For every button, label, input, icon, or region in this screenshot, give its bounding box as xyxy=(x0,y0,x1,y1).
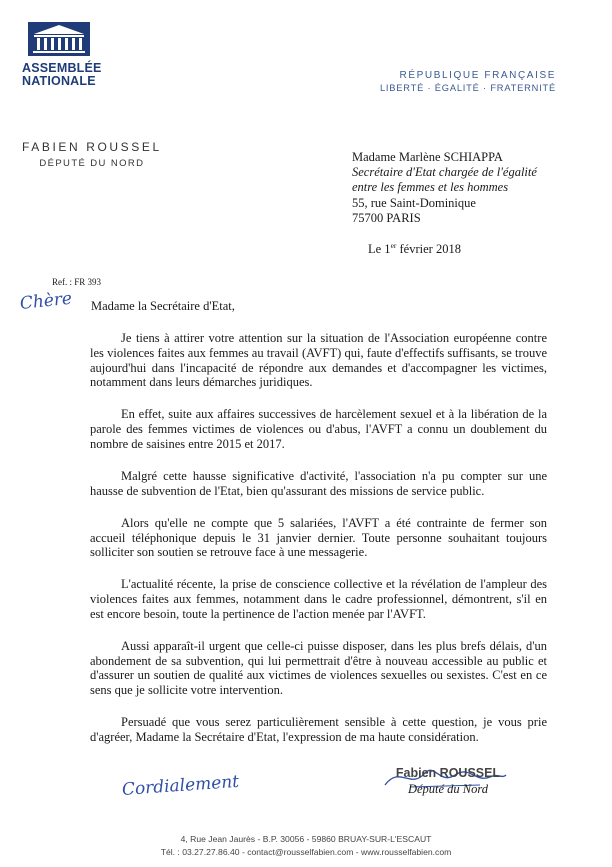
paragraph: Alors qu'elle ne compte que 5 salariées, l'AVFT a été contrainte de fermer son accueil téléphonique depuis le 31 janvier dernier. Toute personne souhaitant toujours solliciter son soutien se retrouve face à une messagerie. xyxy=(90,515,547,560)
paragraph: Malgré cette hausse significative d'activité, l'association n'a pu compter sur une hausse de subvention de l'Etat, bien qu'assurant des missions de service public. xyxy=(90,468,547,498)
salutation: Madame la Secrétaire d'Etat, xyxy=(91,299,235,313)
date-sup: er xyxy=(390,241,397,250)
date-prefix: Le 1 xyxy=(368,242,391,257)
letter-body xyxy=(90,331,547,762)
assemblee-logo xyxy=(22,22,102,88)
recipient-name: Madame Marlène SCHIAPPA xyxy=(352,150,503,164)
paragraph: Je tiens à attirer votre attention sur la situation de l'Association européenne contre les violences faites aux femmes au travail (AVFT) qui, faute d'effectifs suffisants, se trouve aujourd'hui dans l'incapacité de répondre aux demandes et d'accompagner les victimes, notamment dans leurs démarches juridiques. xyxy=(90,331,547,390)
deputy-header xyxy=(22,140,162,169)
republic-title: RÉPUBLIQUE FRANÇAISE xyxy=(399,70,556,81)
deputy-name: FABIEN ROUSSEL xyxy=(22,140,162,154)
paragraph: L'actualité récente, la prise de conscience collective et la révélation de l'ampleur des violences faites aux femmes, notamment dans le cadre professionnel, démontrent, s'il en est encore besoin, toute la pertinence de l'action menée par l'AVFT. xyxy=(90,577,547,621)
signature-name: Fabien ROUSSEL xyxy=(395,766,501,780)
footer-address: 4, Rue Jean Jaurès - B.P. 30056 - 59860 BRUAY-SUR-L'ESCAUT xyxy=(180,834,432,844)
org-name-line2: NATIONALE xyxy=(22,74,96,88)
footer xyxy=(0,833,612,859)
republic-motto xyxy=(380,70,556,93)
signature-title: Député du Nord xyxy=(407,782,489,796)
handwritten-greeting: Chère xyxy=(18,288,73,314)
date-rest: février 2018 xyxy=(396,242,461,257)
recipient-role-line2: entre les femmes et les hommes xyxy=(352,180,509,195)
reference: Ref. : FR 393 xyxy=(52,277,102,287)
letter-date xyxy=(368,241,461,257)
deputy-title: DÉPUTÉ DU NORD xyxy=(39,158,145,169)
paragraph: Persuadé que vous serez particulièrement sensible à cette question, je vous prie d'agréer, Madame la Secrétaire d'Etat, l'expression de ma haute considération. xyxy=(90,715,547,745)
handwritten-closing: Cordialement xyxy=(121,771,240,800)
paragraph: Aussi apparaît-il urgent que celle-ci puisse disposer, dans les plus brefs délais, d'un abondement de sa subvention, qui lui permettrait d'être à nouveau accessible au public et d'assurer un soutien de qualité aux victimes de violences sexuelles ou sexistes. C'est en ce sens que je sollicite votre intervention. xyxy=(90,638,547,698)
republic-motto-text: LIBERTÉ · ÉGALITÉ · FRATERNITÉ xyxy=(379,83,556,93)
footer-contact: Tél. : 03.27.27.86.40 - contact@rousselfabien.com - www.rousselfabien.com xyxy=(160,847,452,857)
recipient-city: 75700 PARIS xyxy=(352,210,421,225)
recipient-address xyxy=(352,150,537,226)
paragraph: En effet, suite aux affaires successives de harcèlement sexuel et à la libération de la parole des femmes victimes de violences ou d'abus, l'AVFT a connu un doublement du nombre de saisines entre 2015 et 2017. xyxy=(90,407,547,451)
signature-block xyxy=(378,766,518,797)
recipient-street: 55, rue Saint-Dominique xyxy=(352,195,476,210)
org-name-line1: ASSEMBLÉE xyxy=(22,61,102,75)
recipient-role-line1: Secrétaire d'Etat chargée de l'égalité xyxy=(352,165,537,180)
assemblee-building-icon xyxy=(28,22,90,56)
